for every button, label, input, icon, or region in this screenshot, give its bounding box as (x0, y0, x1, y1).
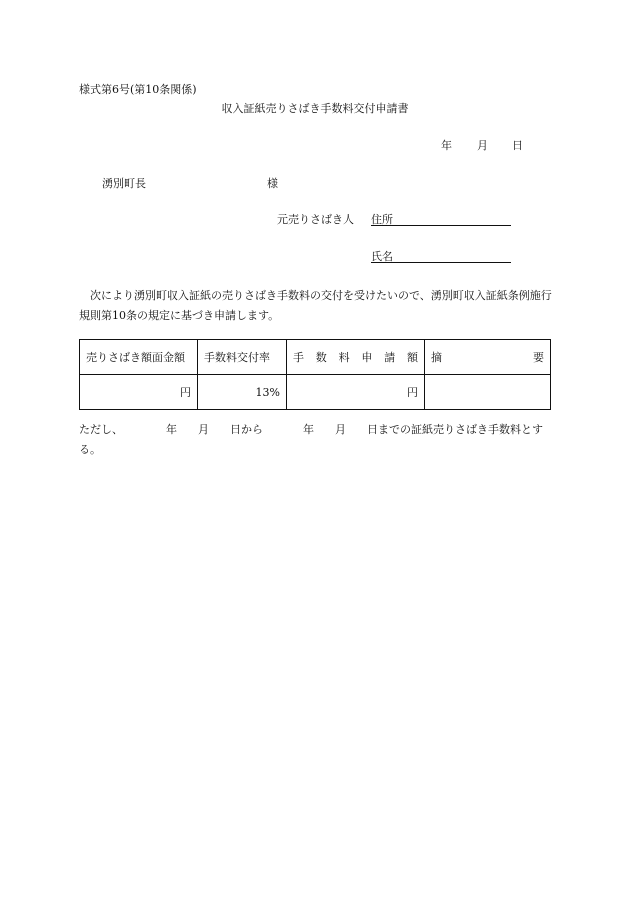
proviso-month2: 月 (335, 423, 346, 436)
fee-amount-header-char: 手 (293, 351, 304, 364)
name-field[interactable] (371, 262, 511, 263)
applicant-label: 元売りさばき人 (277, 213, 354, 226)
address-label: 住所 (371, 213, 393, 226)
proviso-month1: 月 (198, 423, 209, 436)
face-value-cell[interactable]: 円 (80, 375, 198, 410)
proviso-year1: 年 (166, 423, 177, 436)
application-statement: 次により湧別町収入証紙の売りさばき手数料の交付を受けたいので、湧別町収入証紙条例施行規則第10条の規定に基づき申請します。 (79, 289, 552, 322)
rate-cell: 13% (198, 375, 287, 410)
document-title: 収入証紙売りさばき手数料交付申請書 (221, 102, 409, 115)
remarks-header-spread (431, 349, 544, 365)
header-face-value: 売りさばき額面金額 (80, 340, 198, 375)
addressee-honorific: 様 (267, 177, 278, 190)
remarks-header-char: 摘 (431, 351, 442, 364)
fee-amount-header-char: 額 (406, 351, 418, 364)
addressee-name: 湧別町長 (102, 177, 146, 190)
fee-amount-header-char: 料 (338, 351, 350, 364)
proviso (79, 420, 559, 460)
address-field[interactable] (371, 225, 511, 226)
date-day-label: 日 (512, 139, 523, 152)
table-header-row (80, 340, 551, 375)
proviso-year2: 年 (303, 423, 314, 436)
header-fee-amount (287, 340, 425, 375)
fee-table (79, 339, 551, 410)
remarks-header-char: 要 (533, 351, 544, 364)
name-label: 氏名 (371, 250, 393, 263)
fee-amount-header-char: 申 (361, 351, 373, 364)
fee-amount-cell[interactable]: 円 (287, 375, 425, 410)
table-row (80, 375, 551, 410)
proviso-rest: 日までの証紙売りさばき手数料とする。 (79, 423, 543, 456)
fee-amount-header-spread (293, 349, 418, 365)
fee-amount-header-char: 請 (384, 351, 396, 364)
remarks-cell[interactable] (425, 375, 551, 410)
date-month-label: 月 (477, 139, 488, 152)
proviso-prefix: ただし、 (79, 423, 123, 436)
header-remarks (425, 340, 551, 375)
form-number: 様式第6号(第10条関係) (79, 83, 197, 96)
date-year-label: 年 (441, 139, 452, 152)
proviso-from: 日から (230, 423, 263, 436)
header-rate: 手数料交付率 (198, 340, 287, 375)
fee-amount-header-char: 数 (315, 351, 327, 364)
